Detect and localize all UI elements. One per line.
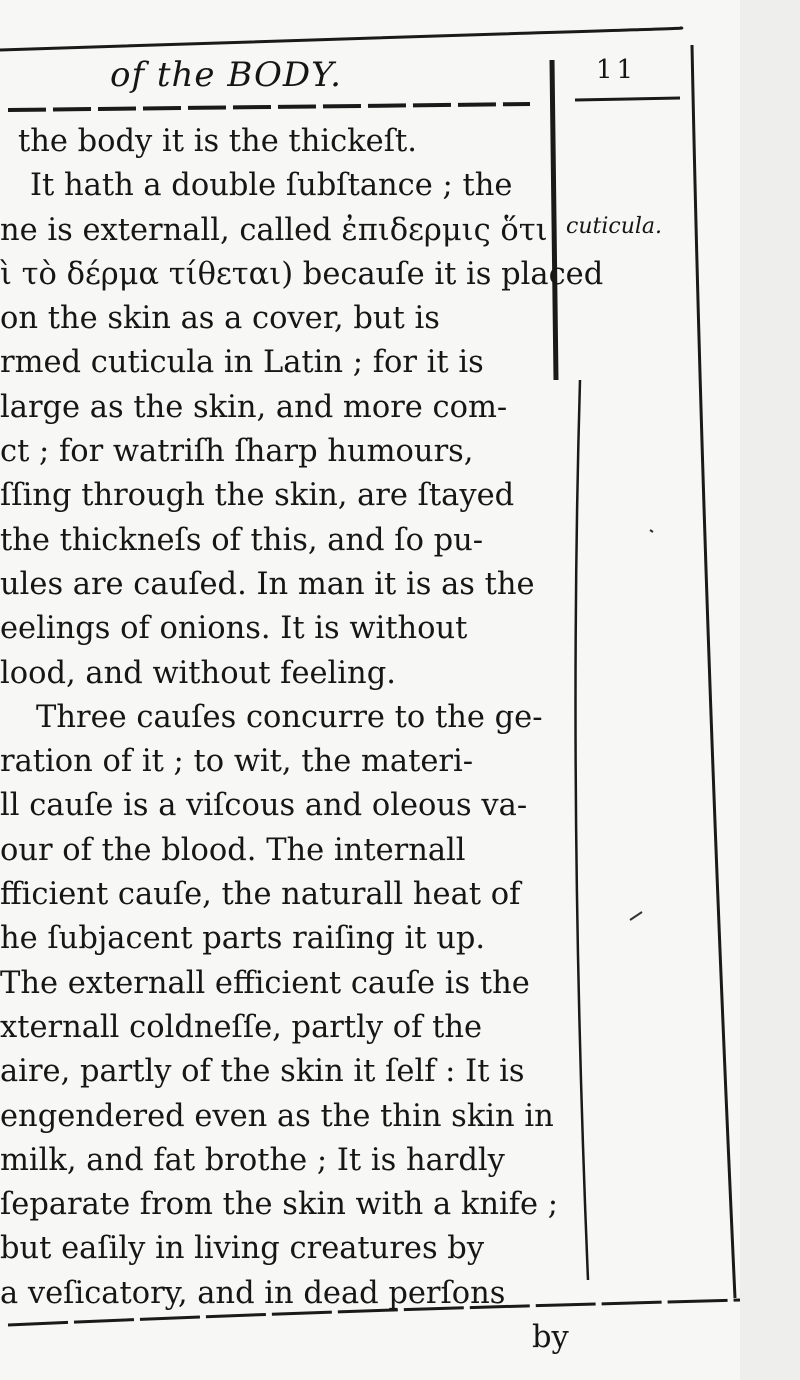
- catchword: by: [532, 1320, 569, 1356]
- text-line: ules are cauſed. In man it is as the: [0, 566, 535, 602]
- text-line: engendered even as the thin skin in: [0, 1098, 554, 1134]
- text-line: ne is externall, called ἐπιδερμις ὅτι: [0, 212, 548, 248]
- text-line: ll cauſe is a viſcous and oleous va-: [0, 788, 528, 824]
- text-line: eelings of onions. It is without: [0, 611, 468, 647]
- text-line: our of the blood. The internall: [0, 832, 466, 868]
- text-line: he ſubjacent parts raiſing it up.: [0, 921, 486, 957]
- text-line: ration of it ; to wit, the materi-: [0, 744, 474, 780]
- text-line: lood, and without feeling.: [0, 655, 396, 691]
- text-line: fficient cauſe, the naturall heat of: [0, 877, 521, 913]
- body-text: [0, 120, 604, 1360]
- text-line: rmed cuticula in Latin ; for it is: [0, 345, 484, 381]
- text-line: ct ; for watriſh ſharp humours,: [0, 434, 474, 470]
- text-line: The externall efficient cauſe is the: [0, 965, 530, 1001]
- text-line: ὶ τὸ δέρμα τίθεται) becauſe it is placed: [0, 256, 604, 292]
- text-line: ſeparate from the skin with a knife ;: [0, 1187, 559, 1223]
- text-line: large as the skin, and more com-: [0, 389, 508, 425]
- text-line: a veſicatory, and in dead perſons: [0, 1275, 506, 1311]
- text-line: aire, partly of the skin it ſelf : It is: [0, 1054, 525, 1090]
- text-line: xternall coldneſſe, partly of the: [0, 1009, 483, 1045]
- text-line: but eaſily in living creatures by: [0, 1231, 485, 1267]
- text-line: It hath a double ſubſtance ; the: [30, 168, 513, 204]
- text-line: the thickneſs of this, and ſo pu-: [0, 522, 484, 558]
- text-line: on the skin as a cover, but is: [0, 301, 440, 337]
- running-head: of the BODY.: [110, 55, 342, 95]
- text-line: ſſing through the skin, are ſtayed: [0, 478, 515, 514]
- margin-note: cuticula.: [566, 214, 663, 239]
- text-line: milk, and fat brothe ; It is hardly: [0, 1142, 505, 1178]
- text-line: Three cauſes concurre to the ge-: [36, 699, 543, 735]
- text-line: the body it is the thickeſt.: [18, 124, 417, 159]
- page-number: 11: [596, 55, 638, 85]
